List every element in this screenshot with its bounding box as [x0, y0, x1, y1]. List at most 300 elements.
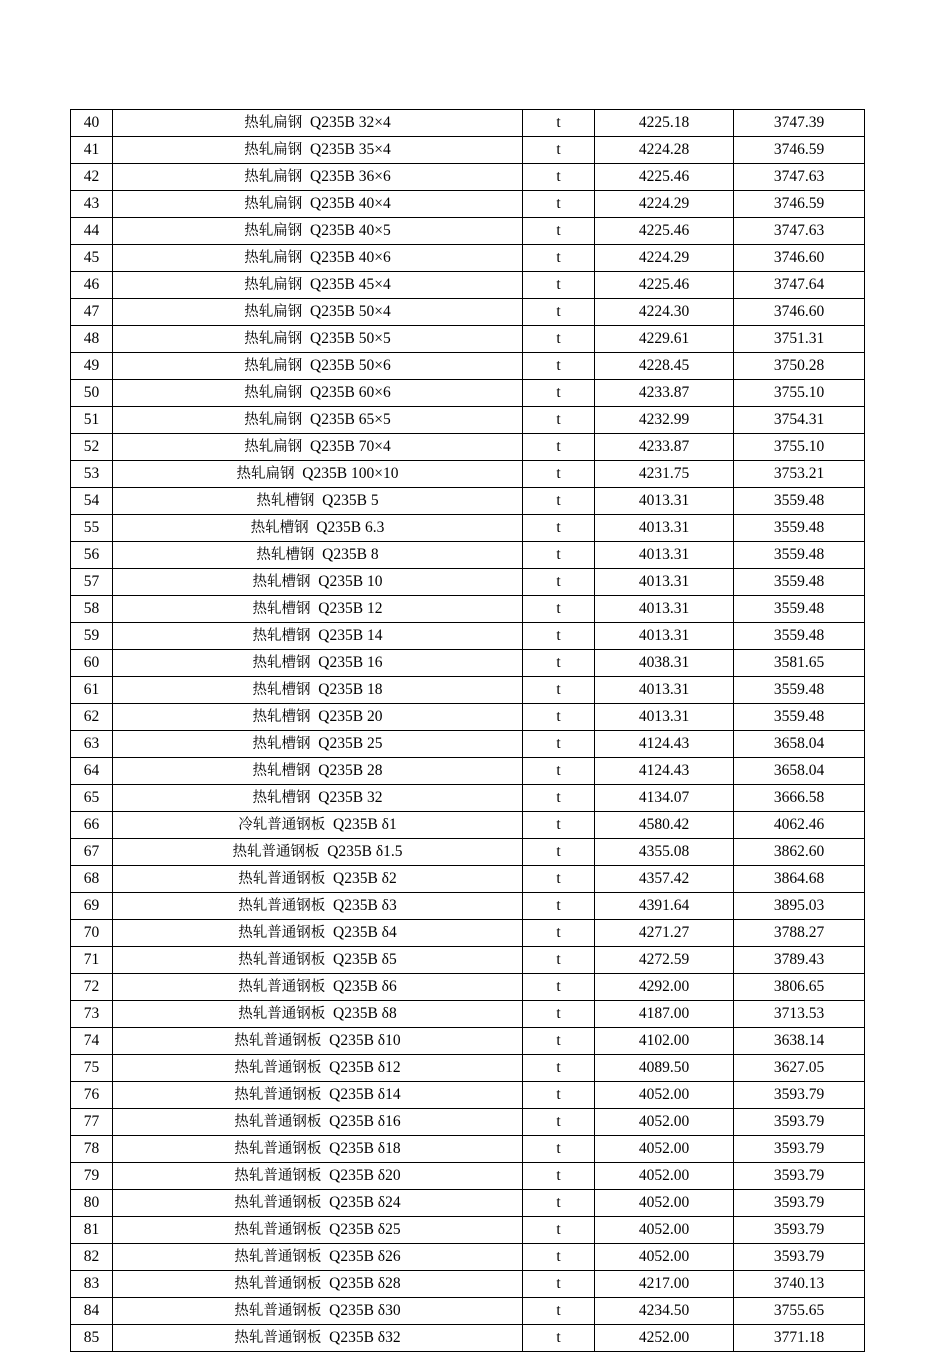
- cell-price-with-tax: 4124.43: [595, 758, 734, 785]
- material-spec: Q235B δ5: [333, 951, 397, 968]
- cell-unit: t: [523, 1082, 595, 1109]
- cell-price-without-tax: 3638.14: [734, 1028, 865, 1055]
- cell-material-description: [113, 569, 523, 596]
- cell-serial-number: 70: [71, 920, 113, 947]
- cell-unit: t: [523, 434, 595, 461]
- material-spec: Q235B 50×6: [310, 357, 391, 374]
- material-name: 热轧槽钢: [250, 520, 309, 536]
- table-row: [71, 407, 865, 434]
- cell-unit: t: [523, 245, 595, 272]
- material-spec: Q235B 70×4: [310, 438, 391, 455]
- cell-unit: t: [523, 1325, 595, 1352]
- table-row: [71, 839, 865, 866]
- material-name: 热轧扁钢: [244, 115, 303, 131]
- material-name: 热轧扁钢: [244, 439, 303, 455]
- cell-unit: t: [523, 1298, 595, 1325]
- table-row: [71, 650, 865, 677]
- cell-serial-number: 76: [71, 1082, 113, 1109]
- cell-material-description: [113, 1190, 523, 1217]
- cell-material-description: [113, 812, 523, 839]
- material-name: 热轧扁钢: [244, 412, 303, 428]
- cell-unit: t: [523, 893, 595, 920]
- table-row: [71, 191, 865, 218]
- material-spec: Q235B δ24: [329, 1194, 401, 1211]
- cell-unit: t: [523, 326, 595, 353]
- cell-price-without-tax: 3747.64: [734, 272, 865, 299]
- cell-price-without-tax: 3559.48: [734, 542, 865, 569]
- material-name: 热轧普通钢板: [238, 979, 326, 995]
- cell-unit: t: [523, 218, 595, 245]
- cell-price-without-tax: 3559.48: [734, 704, 865, 731]
- table-row: [71, 1163, 865, 1190]
- table-row: [71, 1244, 865, 1271]
- cell-unit: t: [523, 1271, 595, 1298]
- cell-price-without-tax: 3666.58: [734, 785, 865, 812]
- material-spec: Q235B δ2: [333, 870, 397, 887]
- material-name: 热轧普通钢板: [234, 1222, 322, 1238]
- material-name: 热轧槽钢: [252, 655, 311, 671]
- cell-material-description: [113, 515, 523, 542]
- cell-price-without-tax: 3895.03: [734, 893, 865, 920]
- cell-unit: t: [523, 704, 595, 731]
- material-spec: Q235B δ18: [329, 1140, 401, 1157]
- cell-unit: t: [523, 596, 595, 623]
- cell-material-description: [113, 677, 523, 704]
- cell-material-description: [113, 245, 523, 272]
- table-row: [71, 245, 865, 272]
- table-row: [71, 137, 865, 164]
- cell-price-with-tax: 4233.87: [595, 380, 734, 407]
- cell-material-description: [113, 407, 523, 434]
- material-spec: Q235B 25: [318, 735, 383, 752]
- cell-price-with-tax: 4292.00: [595, 974, 734, 1001]
- cell-material-description: [113, 1271, 523, 1298]
- material-name: 热轧普通钢板: [234, 1303, 322, 1319]
- cell-price-without-tax: 3593.79: [734, 1163, 865, 1190]
- cell-serial-number: 66: [71, 812, 113, 839]
- cell-price-with-tax: 4089.50: [595, 1055, 734, 1082]
- cell-serial-number: 85: [71, 1325, 113, 1352]
- material-name: 热轧普通钢板: [232, 844, 320, 860]
- material-name: 冷轧普通钢板: [238, 817, 326, 833]
- cell-price-without-tax: 3806.65: [734, 974, 865, 1001]
- cell-price-with-tax: 4013.31: [595, 488, 734, 515]
- cell-unit: t: [523, 839, 595, 866]
- cell-material-description: [113, 1082, 523, 1109]
- cell-unit: t: [523, 677, 595, 704]
- cell-material-description: [113, 164, 523, 191]
- cell-price-without-tax: 3593.79: [734, 1190, 865, 1217]
- cell-price-with-tax: 4013.31: [595, 704, 734, 731]
- material-name: 热轧扁钢: [244, 142, 303, 158]
- cell-material-description: [113, 137, 523, 164]
- cell-price-without-tax: 3750.28: [734, 353, 865, 380]
- cell-unit: t: [523, 488, 595, 515]
- material-spec: Q235B δ4: [333, 924, 397, 941]
- material-name: 热轧槽钢: [252, 628, 311, 644]
- cell-material-description: [113, 1028, 523, 1055]
- material-name: 热轧槽钢: [252, 763, 311, 779]
- material-spec: Q235B 5: [322, 492, 379, 509]
- material-spec: Q235B 32: [318, 789, 383, 806]
- cell-price-without-tax: 3559.48: [734, 677, 865, 704]
- cell-price-with-tax: 4271.27: [595, 920, 734, 947]
- cell-serial-number: 56: [71, 542, 113, 569]
- cell-serial-number: 48: [71, 326, 113, 353]
- cell-unit: t: [523, 920, 595, 947]
- material-spec: Q235B 36×6: [310, 168, 391, 185]
- cell-price-without-tax: 3627.05: [734, 1055, 865, 1082]
- material-name: 热轧扁钢: [236, 466, 295, 482]
- cell-price-with-tax: 4224.28: [595, 137, 734, 164]
- cell-serial-number: 54: [71, 488, 113, 515]
- material-spec: Q235B 16: [318, 654, 383, 671]
- cell-price-with-tax: 4234.50: [595, 1298, 734, 1325]
- cell-unit: t: [523, 785, 595, 812]
- cell-unit: t: [523, 461, 595, 488]
- cell-serial-number: 59: [71, 623, 113, 650]
- cell-material-description: [113, 272, 523, 299]
- cell-serial-number: 84: [71, 1298, 113, 1325]
- cell-price-with-tax: 4580.42: [595, 812, 734, 839]
- material-spec: Q235B 8: [322, 546, 379, 563]
- cell-price-without-tax: 3754.31: [734, 407, 865, 434]
- cell-serial-number: 58: [71, 596, 113, 623]
- table-row: [71, 164, 865, 191]
- material-name: 热轧普通钢板: [234, 1276, 322, 1292]
- cell-serial-number: 61: [71, 677, 113, 704]
- material-name: 热轧槽钢: [256, 547, 315, 563]
- cell-price-without-tax: 3747.63: [734, 218, 865, 245]
- material-spec: Q235B δ20: [329, 1167, 401, 1184]
- cell-material-description: [113, 1244, 523, 1271]
- cell-material-description: [113, 947, 523, 974]
- material-spec: Q235B δ25: [329, 1221, 401, 1238]
- cell-price-without-tax: 3658.04: [734, 731, 865, 758]
- material-spec: Q235B 50×5: [310, 330, 391, 347]
- cell-price-without-tax: 3593.79: [734, 1136, 865, 1163]
- table-row: [71, 866, 865, 893]
- cell-unit: t: [523, 1163, 595, 1190]
- cell-material-description: [113, 785, 523, 812]
- cell-price-without-tax: 3713.53: [734, 1001, 865, 1028]
- material-spec: Q235B 50×4: [310, 303, 391, 320]
- cell-serial-number: 72: [71, 974, 113, 1001]
- material-name: 热轧普通钢板: [238, 952, 326, 968]
- table-row: [71, 1190, 865, 1217]
- price-table-body: [71, 110, 865, 1352]
- table-row: [71, 1298, 865, 1325]
- cell-price-without-tax: 3747.39: [734, 110, 865, 137]
- cell-price-with-tax: 4052.00: [595, 1217, 734, 1244]
- material-name: 热轧扁钢: [244, 250, 303, 266]
- cell-serial-number: 81: [71, 1217, 113, 1244]
- cell-unit: t: [523, 1055, 595, 1082]
- cell-material-description: [113, 326, 523, 353]
- material-spec: Q235B 65×5: [310, 411, 391, 428]
- cell-price-without-tax: 3751.31: [734, 326, 865, 353]
- cell-serial-number: 45: [71, 245, 113, 272]
- cell-price-without-tax: 3593.79: [734, 1109, 865, 1136]
- cell-serial-number: 65: [71, 785, 113, 812]
- cell-material-description: [113, 1109, 523, 1136]
- table-row: [71, 974, 865, 1001]
- cell-price-with-tax: 4224.30: [595, 299, 734, 326]
- cell-price-with-tax: 4052.00: [595, 1244, 734, 1271]
- material-name: 热轧扁钢: [244, 196, 303, 212]
- cell-serial-number: 74: [71, 1028, 113, 1055]
- cell-price-without-tax: 3771.18: [734, 1325, 865, 1352]
- material-spec: Q235B 60×6: [310, 384, 391, 401]
- material-spec: Q235B 12: [318, 600, 383, 617]
- material-spec: Q235B 100×10: [302, 465, 399, 482]
- cell-price-without-tax: 3788.27: [734, 920, 865, 947]
- cell-material-description: [113, 704, 523, 731]
- cell-price-with-tax: 4013.31: [595, 596, 734, 623]
- table-row: [71, 893, 865, 920]
- cell-unit: t: [523, 353, 595, 380]
- material-spec: Q235B 45×4: [310, 276, 391, 293]
- cell-unit: t: [523, 542, 595, 569]
- cell-unit: t: [523, 650, 595, 677]
- material-spec: Q235B 35×4: [310, 141, 391, 158]
- cell-price-with-tax: 4228.45: [595, 353, 734, 380]
- cell-unit: t: [523, 299, 595, 326]
- cell-unit: t: [523, 407, 595, 434]
- table-row: [71, 461, 865, 488]
- cell-material-description: [113, 920, 523, 947]
- cell-material-description: [113, 650, 523, 677]
- table-row: [71, 218, 865, 245]
- cell-serial-number: 64: [71, 758, 113, 785]
- cell-price-with-tax: 4225.46: [595, 218, 734, 245]
- cell-price-without-tax: 3755.65: [734, 1298, 865, 1325]
- cell-unit: t: [523, 272, 595, 299]
- table-row: [71, 326, 865, 353]
- material-name: 热轧扁钢: [244, 304, 303, 320]
- cell-unit: t: [523, 1244, 595, 1271]
- cell-price-with-tax: 4187.00: [595, 1001, 734, 1028]
- cell-serial-number: 68: [71, 866, 113, 893]
- material-spec: Q235B 10: [318, 573, 383, 590]
- cell-unit: t: [523, 1190, 595, 1217]
- table-row: [71, 1271, 865, 1298]
- cell-material-description: [113, 1055, 523, 1082]
- table-row: [71, 380, 865, 407]
- material-name: 热轧槽钢: [252, 790, 311, 806]
- cell-serial-number: 51: [71, 407, 113, 434]
- cell-unit: t: [523, 164, 595, 191]
- table-row: [71, 488, 865, 515]
- material-name: 热轧普通钢板: [238, 925, 326, 941]
- material-spec: Q235B δ28: [329, 1275, 401, 1292]
- price-table-container: [70, 109, 864, 1352]
- material-spec: Q235B δ26: [329, 1248, 401, 1265]
- cell-material-description: [113, 353, 523, 380]
- cell-price-with-tax: 4229.61: [595, 326, 734, 353]
- cell-unit: t: [523, 731, 595, 758]
- cell-unit: t: [523, 137, 595, 164]
- material-name: 热轧槽钢: [252, 574, 311, 590]
- table-row: [71, 947, 865, 974]
- cell-material-description: [113, 488, 523, 515]
- table-row: [71, 623, 865, 650]
- cell-material-description: [113, 866, 523, 893]
- table-row: [71, 812, 865, 839]
- material-name: 热轧普通钢板: [234, 1114, 322, 1130]
- table-row: [71, 1217, 865, 1244]
- cell-price-with-tax: 4052.00: [595, 1082, 734, 1109]
- material-name: 热轧普通钢板: [234, 1060, 322, 1076]
- material-spec: Q235B δ16: [329, 1113, 401, 1130]
- cell-unit: t: [523, 380, 595, 407]
- cell-material-description: [113, 434, 523, 461]
- cell-price-with-tax: 4052.00: [595, 1163, 734, 1190]
- cell-material-description: [113, 623, 523, 650]
- cell-price-without-tax: 3753.21: [734, 461, 865, 488]
- material-name: 热轧普通钢板: [234, 1168, 322, 1184]
- table-row: [71, 1082, 865, 1109]
- table-row: [71, 1001, 865, 1028]
- material-spec: Q235B 18: [318, 681, 383, 698]
- cell-price-without-tax: 3746.59: [734, 137, 865, 164]
- table-row: [71, 353, 865, 380]
- cell-price-with-tax: 4013.31: [595, 569, 734, 596]
- cell-material-description: [113, 1298, 523, 1325]
- cell-price-without-tax: 3755.10: [734, 380, 865, 407]
- cell-serial-number: 71: [71, 947, 113, 974]
- material-name: 热轧扁钢: [244, 223, 303, 239]
- cell-price-with-tax: 4013.31: [595, 515, 734, 542]
- cell-price-with-tax: 4013.31: [595, 677, 734, 704]
- cell-price-with-tax: 4355.08: [595, 839, 734, 866]
- material-name: 热轧槽钢: [252, 736, 311, 752]
- cell-serial-number: 77: [71, 1109, 113, 1136]
- table-row: [71, 1136, 865, 1163]
- material-name: 热轧普通钢板: [234, 1249, 322, 1265]
- material-spec: Q235B δ30: [329, 1302, 401, 1319]
- cell-material-description: [113, 1001, 523, 1028]
- material-spec: Q235B δ14: [329, 1086, 401, 1103]
- cell-price-with-tax: 4224.29: [595, 245, 734, 272]
- cell-serial-number: 62: [71, 704, 113, 731]
- cell-material-description: [113, 974, 523, 1001]
- cell-price-with-tax: 4134.07: [595, 785, 734, 812]
- cell-material-description: [113, 1136, 523, 1163]
- cell-unit: t: [523, 758, 595, 785]
- material-name: 热轧普通钢板: [234, 1195, 322, 1211]
- cell-price-with-tax: 4252.00: [595, 1325, 734, 1352]
- material-spec: Q235B δ12: [329, 1059, 401, 1076]
- cell-serial-number: 41: [71, 137, 113, 164]
- cell-price-without-tax: 3747.63: [734, 164, 865, 191]
- material-name: 热轧扁钢: [244, 169, 303, 185]
- cell-price-without-tax: 3746.59: [734, 191, 865, 218]
- cell-price-without-tax: 4062.46: [734, 812, 865, 839]
- cell-price-with-tax: 4391.64: [595, 893, 734, 920]
- cell-serial-number: 79: [71, 1163, 113, 1190]
- cell-serial-number: 67: [71, 839, 113, 866]
- cell-price-with-tax: 4357.42: [595, 866, 734, 893]
- cell-price-with-tax: 4013.31: [595, 623, 734, 650]
- cell-serial-number: 78: [71, 1136, 113, 1163]
- table-row: [71, 677, 865, 704]
- material-name: 热轧普通钢板: [234, 1033, 322, 1049]
- cell-price-with-tax: 4231.75: [595, 461, 734, 488]
- cell-price-without-tax: 3593.79: [734, 1217, 865, 1244]
- cell-price-without-tax: 3559.48: [734, 569, 865, 596]
- cell-serial-number: 60: [71, 650, 113, 677]
- cell-unit: t: [523, 1217, 595, 1244]
- cell-serial-number: 42: [71, 164, 113, 191]
- cell-material-description: [113, 380, 523, 407]
- material-spec: Q235B δ1.5: [327, 843, 403, 860]
- cell-price-with-tax: 4052.00: [595, 1136, 734, 1163]
- cell-serial-number: 69: [71, 893, 113, 920]
- cell-material-description: [113, 461, 523, 488]
- cell-price-with-tax: 4224.29: [595, 191, 734, 218]
- material-name: 热轧普通钢板: [238, 871, 326, 887]
- table-row: [71, 110, 865, 137]
- material-name: 热轧普通钢板: [234, 1087, 322, 1103]
- cell-serial-number: 52: [71, 434, 113, 461]
- material-name: 热轧扁钢: [244, 358, 303, 374]
- cell-price-with-tax: 4232.99: [595, 407, 734, 434]
- cell-serial-number: 57: [71, 569, 113, 596]
- cell-serial-number: 73: [71, 1001, 113, 1028]
- cell-material-description: [113, 191, 523, 218]
- cell-price-without-tax: 3755.10: [734, 434, 865, 461]
- cell-serial-number: 46: [71, 272, 113, 299]
- cell-unit: t: [523, 947, 595, 974]
- table-row: [71, 758, 865, 785]
- table-row: [71, 1055, 865, 1082]
- cell-material-description: [113, 839, 523, 866]
- cell-price-without-tax: 3862.60: [734, 839, 865, 866]
- cell-price-without-tax: 3559.48: [734, 488, 865, 515]
- material-name: 热轧普通钢板: [234, 1141, 322, 1157]
- cell-price-with-tax: 4124.43: [595, 731, 734, 758]
- material-name: 热轧扁钢: [244, 331, 303, 347]
- material-spec: Q235B 20: [318, 708, 383, 725]
- cell-price-without-tax: 3658.04: [734, 758, 865, 785]
- cell-price-with-tax: 4225.46: [595, 272, 734, 299]
- table-row: [71, 704, 865, 731]
- material-spec: Q235B 40×5: [310, 222, 391, 239]
- cell-price-without-tax: 3593.79: [734, 1082, 865, 1109]
- cell-serial-number: 50: [71, 380, 113, 407]
- cell-unit: t: [523, 623, 595, 650]
- cell-price-with-tax: 4052.00: [595, 1190, 734, 1217]
- material-name: 热轧普通钢板: [238, 898, 326, 914]
- cell-unit: t: [523, 1001, 595, 1028]
- cell-price-without-tax: 3789.43: [734, 947, 865, 974]
- cell-price-without-tax: 3593.79: [734, 1244, 865, 1271]
- cell-unit: t: [523, 1136, 595, 1163]
- cell-material-description: [113, 542, 523, 569]
- table-row: [71, 542, 865, 569]
- material-spec: Q235B δ1: [333, 816, 397, 833]
- table-row: [71, 272, 865, 299]
- material-spec: Q235B 32×4: [310, 114, 391, 131]
- cell-material-description: [113, 596, 523, 623]
- cell-unit: t: [523, 812, 595, 839]
- cell-serial-number: 53: [71, 461, 113, 488]
- cell-unit: t: [523, 569, 595, 596]
- cell-price-without-tax: 3559.48: [734, 515, 865, 542]
- material-name: 热轧普通钢板: [234, 1330, 322, 1346]
- cell-serial-number: 40: [71, 110, 113, 137]
